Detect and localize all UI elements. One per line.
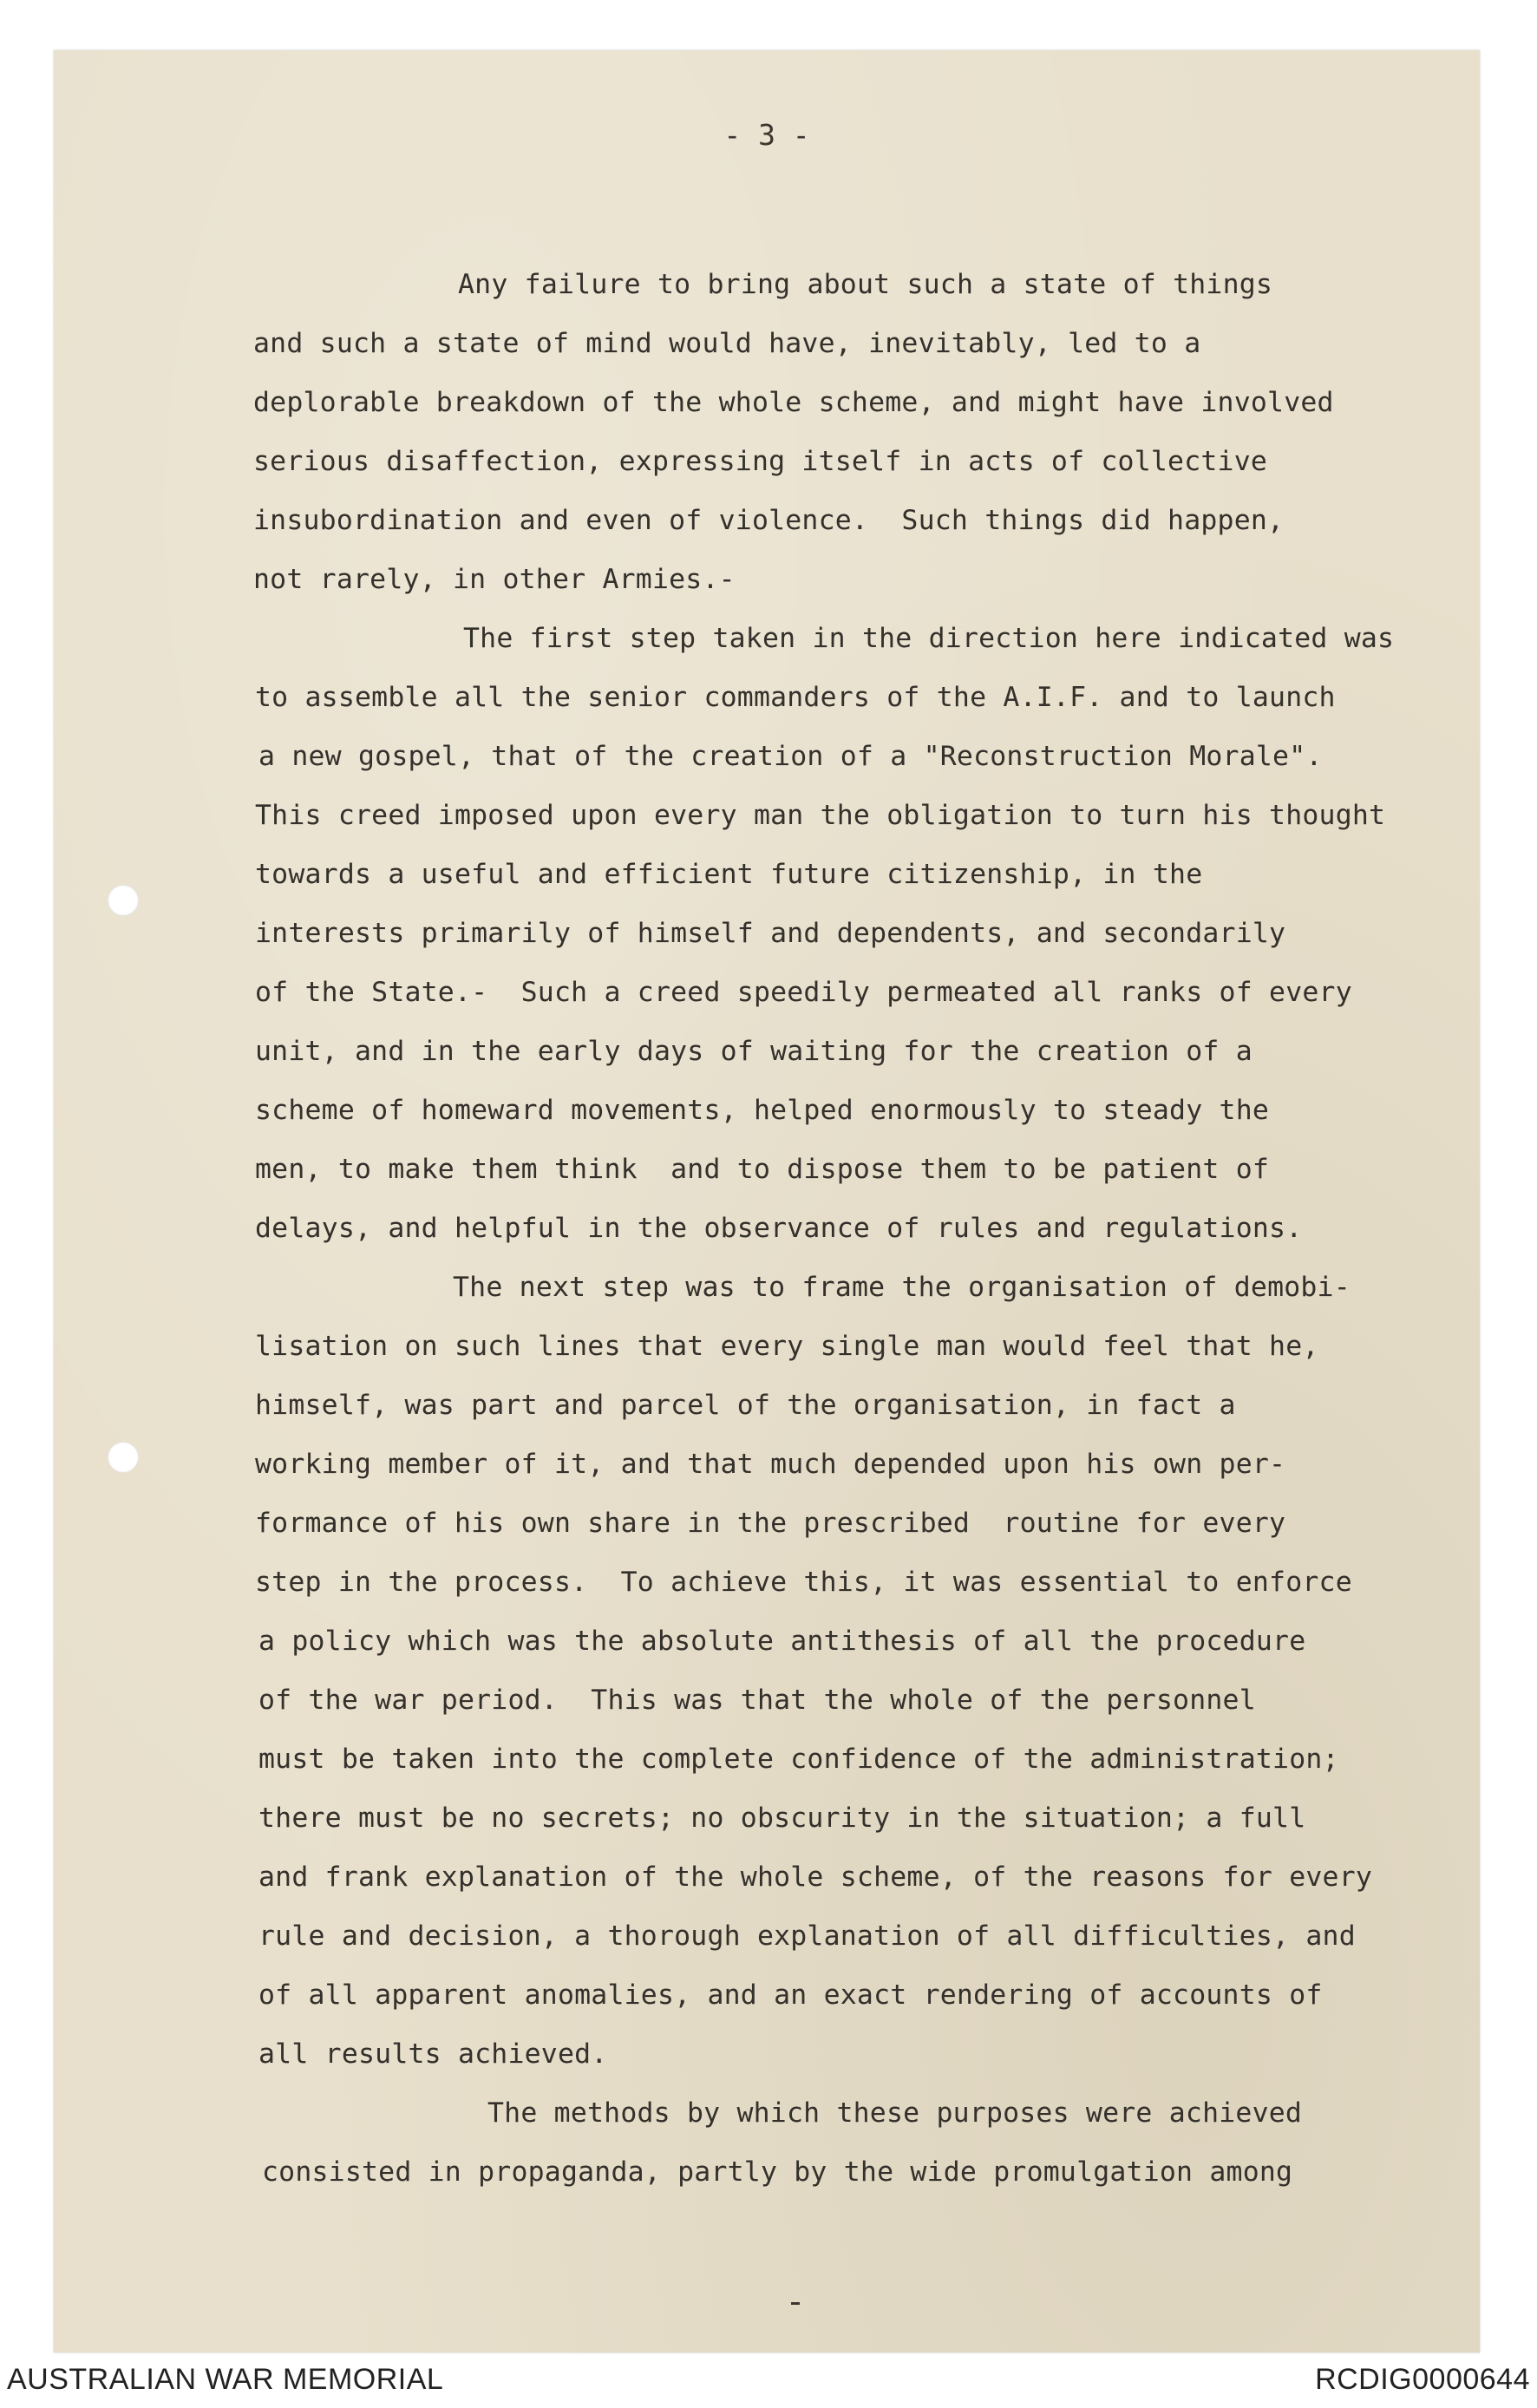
text-line: men, to make them think and to dispose them to be patient of: [255, 1154, 1270, 1185]
text-line: The methods by which these purposes were achieved: [487, 2097, 1303, 2129]
text-line: and such a state of mind would have, inevitably, led to a: [253, 328, 1201, 359]
punch-hole-top: [108, 885, 139, 916]
archive-id: RCDIG0000644: [1315, 2363, 1530, 2396]
text-line: rule and decision, a thorough explanation of all difficulties, and: [258, 1921, 1356, 1952]
text-line: of the war period. This was that the whole of the personnel: [258, 1685, 1256, 1716]
text-line: working member of it, and that much depended upon his own per-: [255, 1449, 1286, 1480]
ink-dash-mark: [791, 2302, 800, 2305]
page-number: - 3 -: [723, 118, 810, 152]
text-line: of all apparent anomalies, and an exact rendering of accounts of: [258, 1979, 1323, 2011]
text-line: all results achieved.: [258, 2038, 608, 2070]
text-line: The next step was to frame the organisation of demobi-: [453, 1272, 1351, 1303]
text-line: delays, and helpful in the observance of rules and regulations.: [255, 1213, 1303, 1244]
text-line: Any failure to bring about such a state of things: [458, 269, 1273, 300]
text-line: serious disaffection, expressing itself in acts of collective: [253, 446, 1268, 477]
text-line: formance of his own share in the prescribed routine for every: [255, 1508, 1286, 1539]
text-line: The first step taken in the direction here indicated was: [463, 623, 1395, 654]
text-line: a new gospel, that of the creation of a "Reconstruction Morale".: [258, 741, 1323, 772]
text-line: must be taken into the complete confidence of the administration;: [258, 1744, 1339, 1775]
text-line: to assemble all the senior commanders of the A.I.F. and to launch: [255, 682, 1336, 713]
text-line: of the State.- Such a creed speedily permeated all ranks of every: [255, 977, 1352, 1008]
punch-hole-bottom: [108, 1442, 139, 1473]
text-line: a policy which was the absolute antithesis of all the procedure: [258, 1626, 1306, 1657]
text-line: deplorable breakdown of the whole scheme, and might have involved: [253, 387, 1334, 418]
text-line: consisted in propaganda, partly by the wide promulgation among: [262, 2156, 1293, 2188]
text-line: step in the process. To achieve this, it was essential to enforce: [255, 1567, 1352, 1598]
text-line: unit, and in the early days of waiting for the creation of a: [255, 1036, 1252, 1067]
archive-credit: AUSTRALIAN WAR MEMORIAL: [7, 2363, 444, 2396]
text-line: himself, was part and parcel of the organisation, in fact a: [255, 1390, 1236, 1421]
text-line: scheme of homeward movements, helped enormously to steady the: [255, 1095, 1270, 1126]
text-line: not rarely, in other Armies.-: [253, 564, 736, 595]
text-line: lisation on such lines that every single man would feel that he,: [255, 1331, 1319, 1362]
text-line: towards a useful and efficient future citizenship, in the: [255, 859, 1203, 890]
text-line: interests primarily of himself and dependents, and secondarily: [255, 918, 1286, 949]
text-line: This creed imposed upon every man the obligation to turn his thought: [255, 800, 1386, 831]
text-line: and frank explanation of the whole scheme, of the reasons for every: [258, 1862, 1373, 1893]
document-page: [54, 50, 1480, 2352]
text-line: insubordination and even of violence. Such things did happen,: [253, 505, 1285, 536]
text-line: there must be no secrets; no obscurity in the situation; a full: [258, 1803, 1306, 1834]
